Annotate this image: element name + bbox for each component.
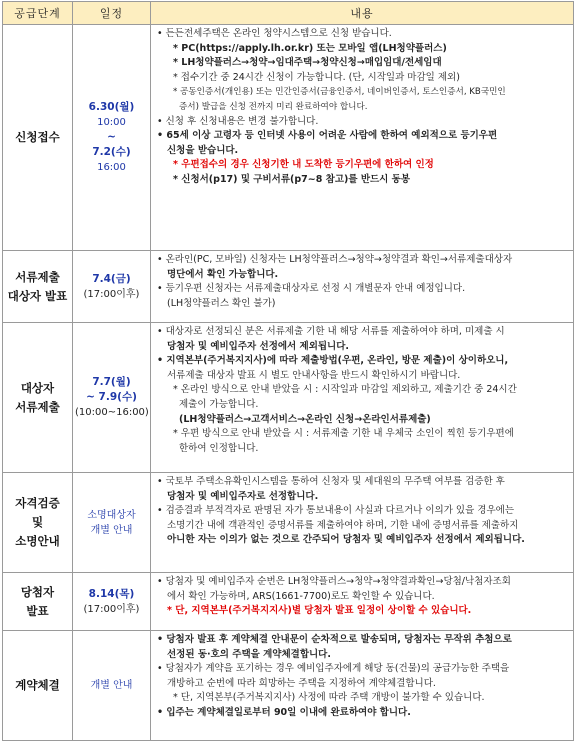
stage-label: 발표 — [26, 603, 49, 618]
content-line: * 단, 지역본부(주거복지지사) 사정에 따라 주택 개방이 불가할 수 있습니다. — [173, 692, 485, 704]
content-line: (LH청약플러스 확인 불가) — [167, 297, 276, 309]
table-header-row — [3, 2, 574, 25]
table-row-document-submission — [3, 323, 574, 473]
time-end: 16:00 — [97, 162, 126, 173]
date-separator: ~ — [107, 131, 116, 143]
content-line-highlight: * 우편접수의 경우 신청기한 내 도착한 등기우편에 한하여 인정 — [173, 159, 434, 171]
content-cell — [151, 473, 574, 573]
content-line: * 신청서(p17) 및 구비서류(p7~8 참고)를 반드시 동봉 — [173, 173, 411, 185]
content-line: • 당첨자 발표 후 계약체결 안내문이 순차적으로 발송되며, 당첨자는 무작위 추첨으로 — [157, 634, 512, 645]
content-line: 아니한 자는 이의가 없는 것으로 간주되어 당첨자 및 예비입주자 선정에서 제외됩니다. — [167, 534, 525, 546]
time-start: 10:00 — [97, 117, 126, 128]
stage-label: 서류제출 — [15, 399, 60, 414]
table-row-application — [3, 25, 574, 251]
content-line: * 우편 방식으로 안내 받았을 시 : 서류제출 기한 내 우체국 소인이 찍힌 등기우편에 — [173, 428, 514, 440]
content-line: 제출이 가능합니다. — [179, 398, 259, 410]
table-row-contract — [3, 631, 574, 741]
content-line-highlight: * 단, 지역본부(주거복지지사)별 당첨자 발표 일정이 상이할 수 있습니다. — [167, 605, 472, 617]
schedule-cell — [73, 573, 151, 631]
schedule-cell — [73, 631, 151, 741]
content-cell — [151, 251, 574, 323]
content-line: • 검증결과 부적격자로 판명된 자가 통보내용이 사실과 다르거나 이의가 있을 경우에는 — [157, 505, 514, 517]
content-line: 명단에서 확인 가능합니다. — [167, 268, 279, 280]
header-stage: 공급단계 — [3, 2, 73, 25]
content-line: 서류제출 대상자 발표 시 별도 안내사항을 반드시 확인하시기 바랍니다. — [167, 369, 461, 381]
content-line: • 등기우편 신청자는 서류제출대상자로 선정 시 개별문자 안내 예정입니다. — [157, 283, 466, 295]
content-line: * LH청약플러스→청약→임대주택→청약신청→매입임대/전세임대 — [173, 57, 442, 69]
stage-label: 소명안내 — [15, 534, 60, 548]
content-line: 선정된 동·호의 주택을 계약체결합니다. — [167, 648, 331, 660]
content-cell — [151, 631, 574, 741]
date-start: 7.4(금) — [92, 272, 131, 285]
content-line: * 공동인증서(개인용) 또는 민간인증서(금융인증서, 네이버인증서, 토스인증서, KB국민인 — [173, 87, 506, 98]
content-line: 증서) 발급을 신청 전까지 미리 완료하여야 합니다. — [179, 101, 368, 112]
stage-cell — [3, 473, 73, 573]
header-schedule: 일정 — [73, 2, 151, 25]
date-end: 7.2(수) — [92, 146, 131, 158]
stage-cell — [3, 631, 73, 741]
content-line: • 대상자로 선정되신 분은 서류제출 기한 내 해당 서류를 제출하여야 하며, 미제출 시 — [157, 326, 505, 337]
table-row-document-target — [3, 251, 574, 323]
content-cell — [151, 323, 574, 473]
content-line: • 온라인(PC, 모바일) 신청자는 LH청약플러스→청약→청약결과 확인→서류제출대상자 — [157, 254, 513, 265]
table-row-winner-announcement — [3, 573, 574, 631]
schedule-cell — [73, 473, 151, 573]
time-start: (17:00이후) — [83, 603, 140, 615]
content-line: 당첨자 및 예비입주자로 선정합니다. — [167, 490, 319, 502]
schedule-cell — [73, 25, 151, 251]
header-content: 내용 — [151, 2, 574, 25]
stage-label: 자격검증 — [15, 496, 60, 510]
stage-label: 계약체결 — [15, 678, 60, 692]
stage-label: 및 — [31, 515, 44, 529]
content-line: 에서 확인 가능하며, ARS(1661-7700)로도 확인할 수 있습니다. — [167, 590, 435, 602]
content-line: 당첨자 및 예비입주자 선정에서 제외됩니다. — [167, 340, 350, 352]
stage-label: 서류제출 — [15, 269, 60, 284]
content-line: • 든든전세주택은 온라인 청약시스템으로 신청 받습니다. — [157, 28, 392, 39]
date-start: 8.14(목) — [88, 587, 135, 600]
stage-label: 대상자 발표 — [7, 288, 68, 303]
date-start: 7.7(월) — [92, 376, 131, 388]
schedule-note: 소명대상자 — [87, 509, 136, 521]
schedule-table — [2, 1, 574, 741]
content-line: 한하여 인정합니다. — [179, 442, 259, 454]
content-cell — [151, 25, 574, 251]
stage-cell — [3, 25, 73, 251]
stage-cell — [3, 573, 73, 631]
date-start: 6.30(월) — [88, 101, 135, 113]
schedule-cell — [73, 251, 151, 323]
content-line: (LH청약플러스→고객서비스→온라인 신청→온라인서류제출) — [179, 413, 431, 425]
stage-cell — [3, 323, 73, 473]
date-end: ~ 7.9(수) — [86, 391, 137, 403]
content-line: * 접수기간 중 24시간 신청이 가능합니다. (단, 시작일과 마감일 제외) — [173, 71, 460, 83]
content-cell — [151, 573, 574, 631]
content-line: * PC(https://apply.lh.or.kr) 또는 모바일 앱(LH청약플러스) — [173, 42, 447, 54]
schedule-note: 개별 안내 — [90, 680, 133, 691]
stage-label: 당첨자 — [20, 584, 55, 599]
content-line: 소명기간 내에 객관적인 증명서류를 제출하여야 하며, 기한 내에 증명서류를 제출하지 — [167, 519, 519, 531]
stage-label: 신청접수 — [15, 130, 60, 144]
schedule-note: 개별 안내 — [90, 524, 133, 536]
schedule-cell — [73, 323, 151, 473]
stage-label: 대상자 — [20, 380, 55, 395]
stage-cell — [3, 251, 73, 323]
content-line: • 신청 후 신청내용은 변경 불가합니다. — [157, 115, 319, 127]
content-line: • 국토부 주택소유확인시스템을 통하여 신청자 및 세대원의 무주택 여부를 검증한 후 — [157, 476, 505, 487]
content-line: • 입주는 계약체결일로부터 90일 이내에 완료하여야 합니다. — [157, 706, 411, 718]
time-start: (17:00이후) — [83, 288, 140, 300]
time-range: (10:00~16:00) — [75, 407, 149, 418]
content-line: 신청을 받습니다. — [167, 144, 239, 156]
content-line: • 당첨자 및 예비입주자 순번은 LH청약플러스→청약→청약결과확인→당첨/낙첨자조회 — [157, 576, 511, 587]
table-row-verification — [3, 473, 574, 573]
content-line: • 65세 이상 고령자 등 인터넷 사용이 어려운 사람에 한하여 예외적으로 등기우편 — [157, 130, 498, 142]
content-line: • 당첨자가 계약을 포기하는 경우 예비입주자에게 해당 동(건물)의 공급가능한 주택을 — [157, 663, 510, 675]
content-line: • 지역본부(주거복지지사)에 따라 제출방법(우편, 온라인, 방문 제출)이 상이하오니, — [157, 355, 509, 367]
content-line: * 온라인 방식으로 안내 받았을 시 : 시작일과 마감일 제외하고, 제출기간 중 24시간 — [173, 384, 517, 396]
content-line: 개방하고 순번에 따라 희망하는 주택을 지정하여 계약체결합니다. — [167, 677, 436, 689]
